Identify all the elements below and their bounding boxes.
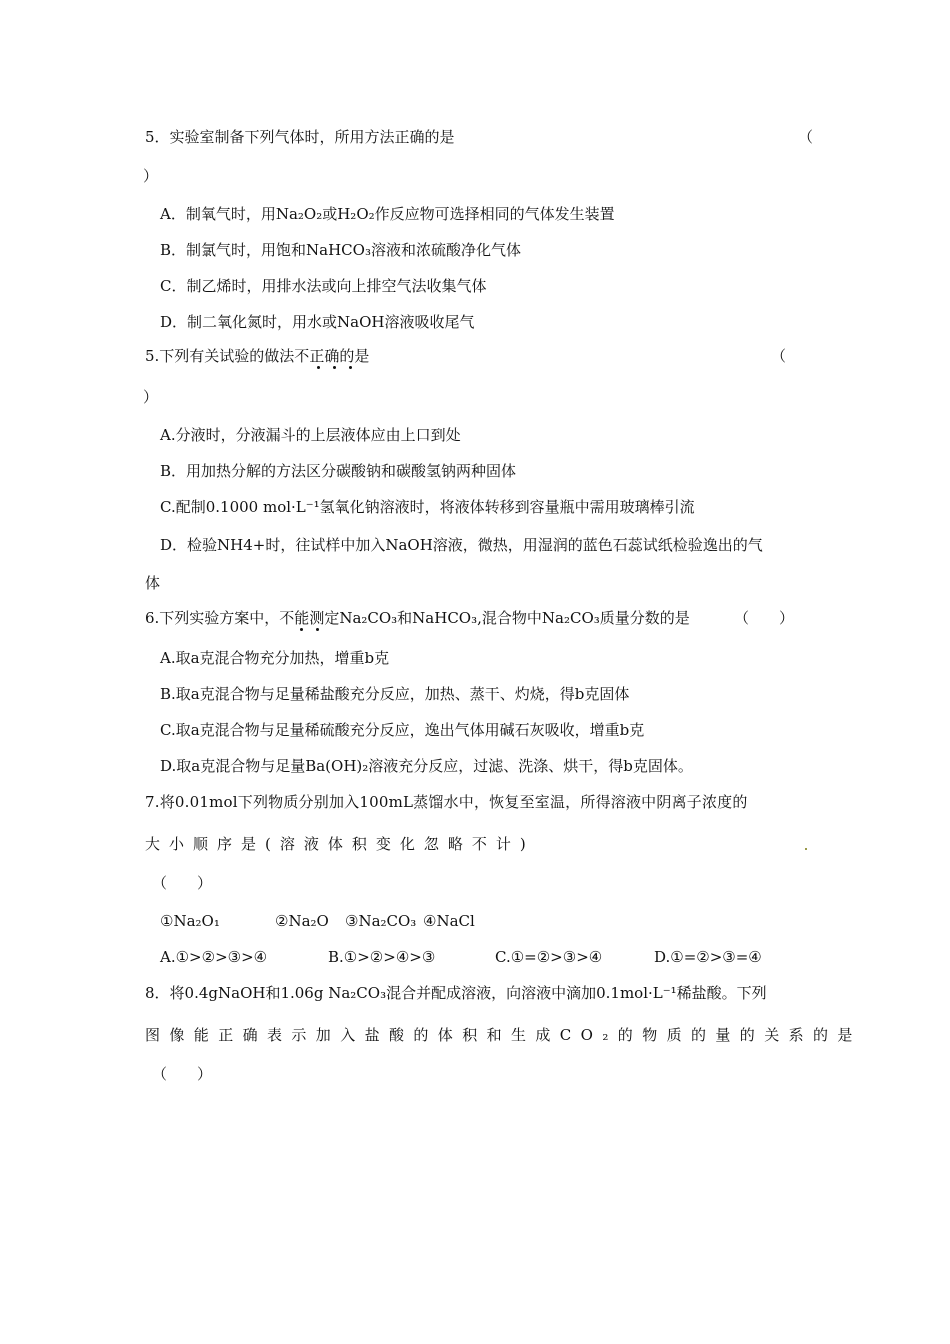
- q7-item-1: ①Na₂O₁: [160, 912, 220, 930]
- q5b-option-d: D．检验NH4+时，往试样中加入NaOH溶液，微热，用湿润的蓝色石蕊试纸检验逸出的气: [160, 536, 763, 554]
- q5b-option-a: A.分液时，分液漏斗的上层液体应由上口到处: [160, 426, 461, 444]
- q6-option-a: A.取a克混合物充分加热，增重b克: [160, 649, 390, 667]
- q8-paren: （ ）: [152, 1065, 213, 1083]
- q6-stem: 6.下列实验方案中，不能测定Na₂CO₃和NaHCO₃,混合物中Na₂CO₃质量分数的是: [145, 609, 690, 627]
- q6-option-c: C.取a克混合物与足量稀硫酸充分反应，逸出气体用碱石灰吸收，增重b克: [160, 721, 645, 739]
- q5b-stem: 5.下列有关试验的做法不正确的是: [145, 347, 370, 365]
- emphasis-dot: [317, 366, 320, 369]
- q7-option-c: C.①=②>③>④: [495, 948, 603, 966]
- q5a-option-d: D．制二氧化氮时，用水或NaOH溶液吸收尾气: [160, 313, 475, 331]
- q5a-option-c: C．制乙烯时，用排水法或向上排空气法收集气体: [160, 277, 487, 295]
- emphasis-dot: [300, 628, 303, 631]
- q5a-stem: 5．实验室制备下列气体时，所用方法正确的是: [145, 128, 455, 146]
- emphasis-dot: [333, 366, 336, 369]
- q6-paren: （ ）: [734, 609, 795, 627]
- emphasis-dot: [349, 366, 352, 369]
- q7-option-a: A.①>②>③>④: [160, 948, 268, 966]
- emphasis-dot: [316, 628, 319, 631]
- q5b-paren-open: （: [771, 347, 787, 365]
- q7-item-2: ②Na₂O: [275, 912, 329, 930]
- q5b-paren-close: ）: [143, 388, 159, 406]
- q7-item-3: ③Na₂CO₃: [345, 912, 417, 930]
- q7-option-d: D.①=②>③=④: [654, 948, 762, 966]
- q7-stem-line1: 7.将0.01mol下列物质分别加入100mL蒸馏水中，恢复至室温，所得溶液中阴离子浓度的: [145, 793, 748, 811]
- q5b-option-b: B．用加热分解的方法区分碳酸钠和碳酸氢钠两种固体: [160, 462, 517, 480]
- q7-option-b: B.①>②>④>③: [328, 948, 436, 966]
- q7-item-4: ④NaCl: [423, 912, 475, 930]
- q5a-paren-open: （: [798, 128, 814, 146]
- q6-option-d: D.取a克混合物与足量Ba(OH)₂溶液充分反应，过滤、洗涤、烘干，得b克固体。: [160, 757, 693, 775]
- q5a-paren-close: ）: [143, 167, 159, 185]
- q5a-option-a: A．制氧气时，用Na₂O₂或H₂O₂作反应物可选择相同的气体发生装置: [160, 205, 615, 223]
- q5b-option-c: C.配制0.1000 mol·L⁻¹氢氧化钠溶液时，将液体转移到容量瓶中需用玻璃棒引流: [160, 498, 695, 516]
- stray-mark: [805, 848, 807, 850]
- q7-stem-line2: 大小顺序是(溶液体积变化忽略不计): [145, 835, 535, 853]
- q7-paren: （ ）: [152, 874, 213, 892]
- q6-option-b: B.取a克混合物与足量稀盐酸充分反应，加热、蒸干、灼烧，得b克固体: [160, 685, 630, 703]
- q5b-option-d-cont: 体: [145, 574, 161, 592]
- q7-options: [160, 947, 780, 967]
- q7-items: [160, 911, 560, 931]
- q8-stem-line1: 8．将0.4gNaOH和1.06g Na₂CO₃混合并配成溶液，向溶液中滴加0.1mol·L⁻¹稀盐酸。下列: [145, 984, 767, 1002]
- q5a-option-b: B．制氯气时，用饱和NaHCO₃溶液和浓硫酸净化气体: [160, 241, 521, 259]
- q8-stem-line2: 图像能正确表示加入盐酸的体积和生成CO₂的物质的量的关系的是: [145, 1026, 862, 1044]
